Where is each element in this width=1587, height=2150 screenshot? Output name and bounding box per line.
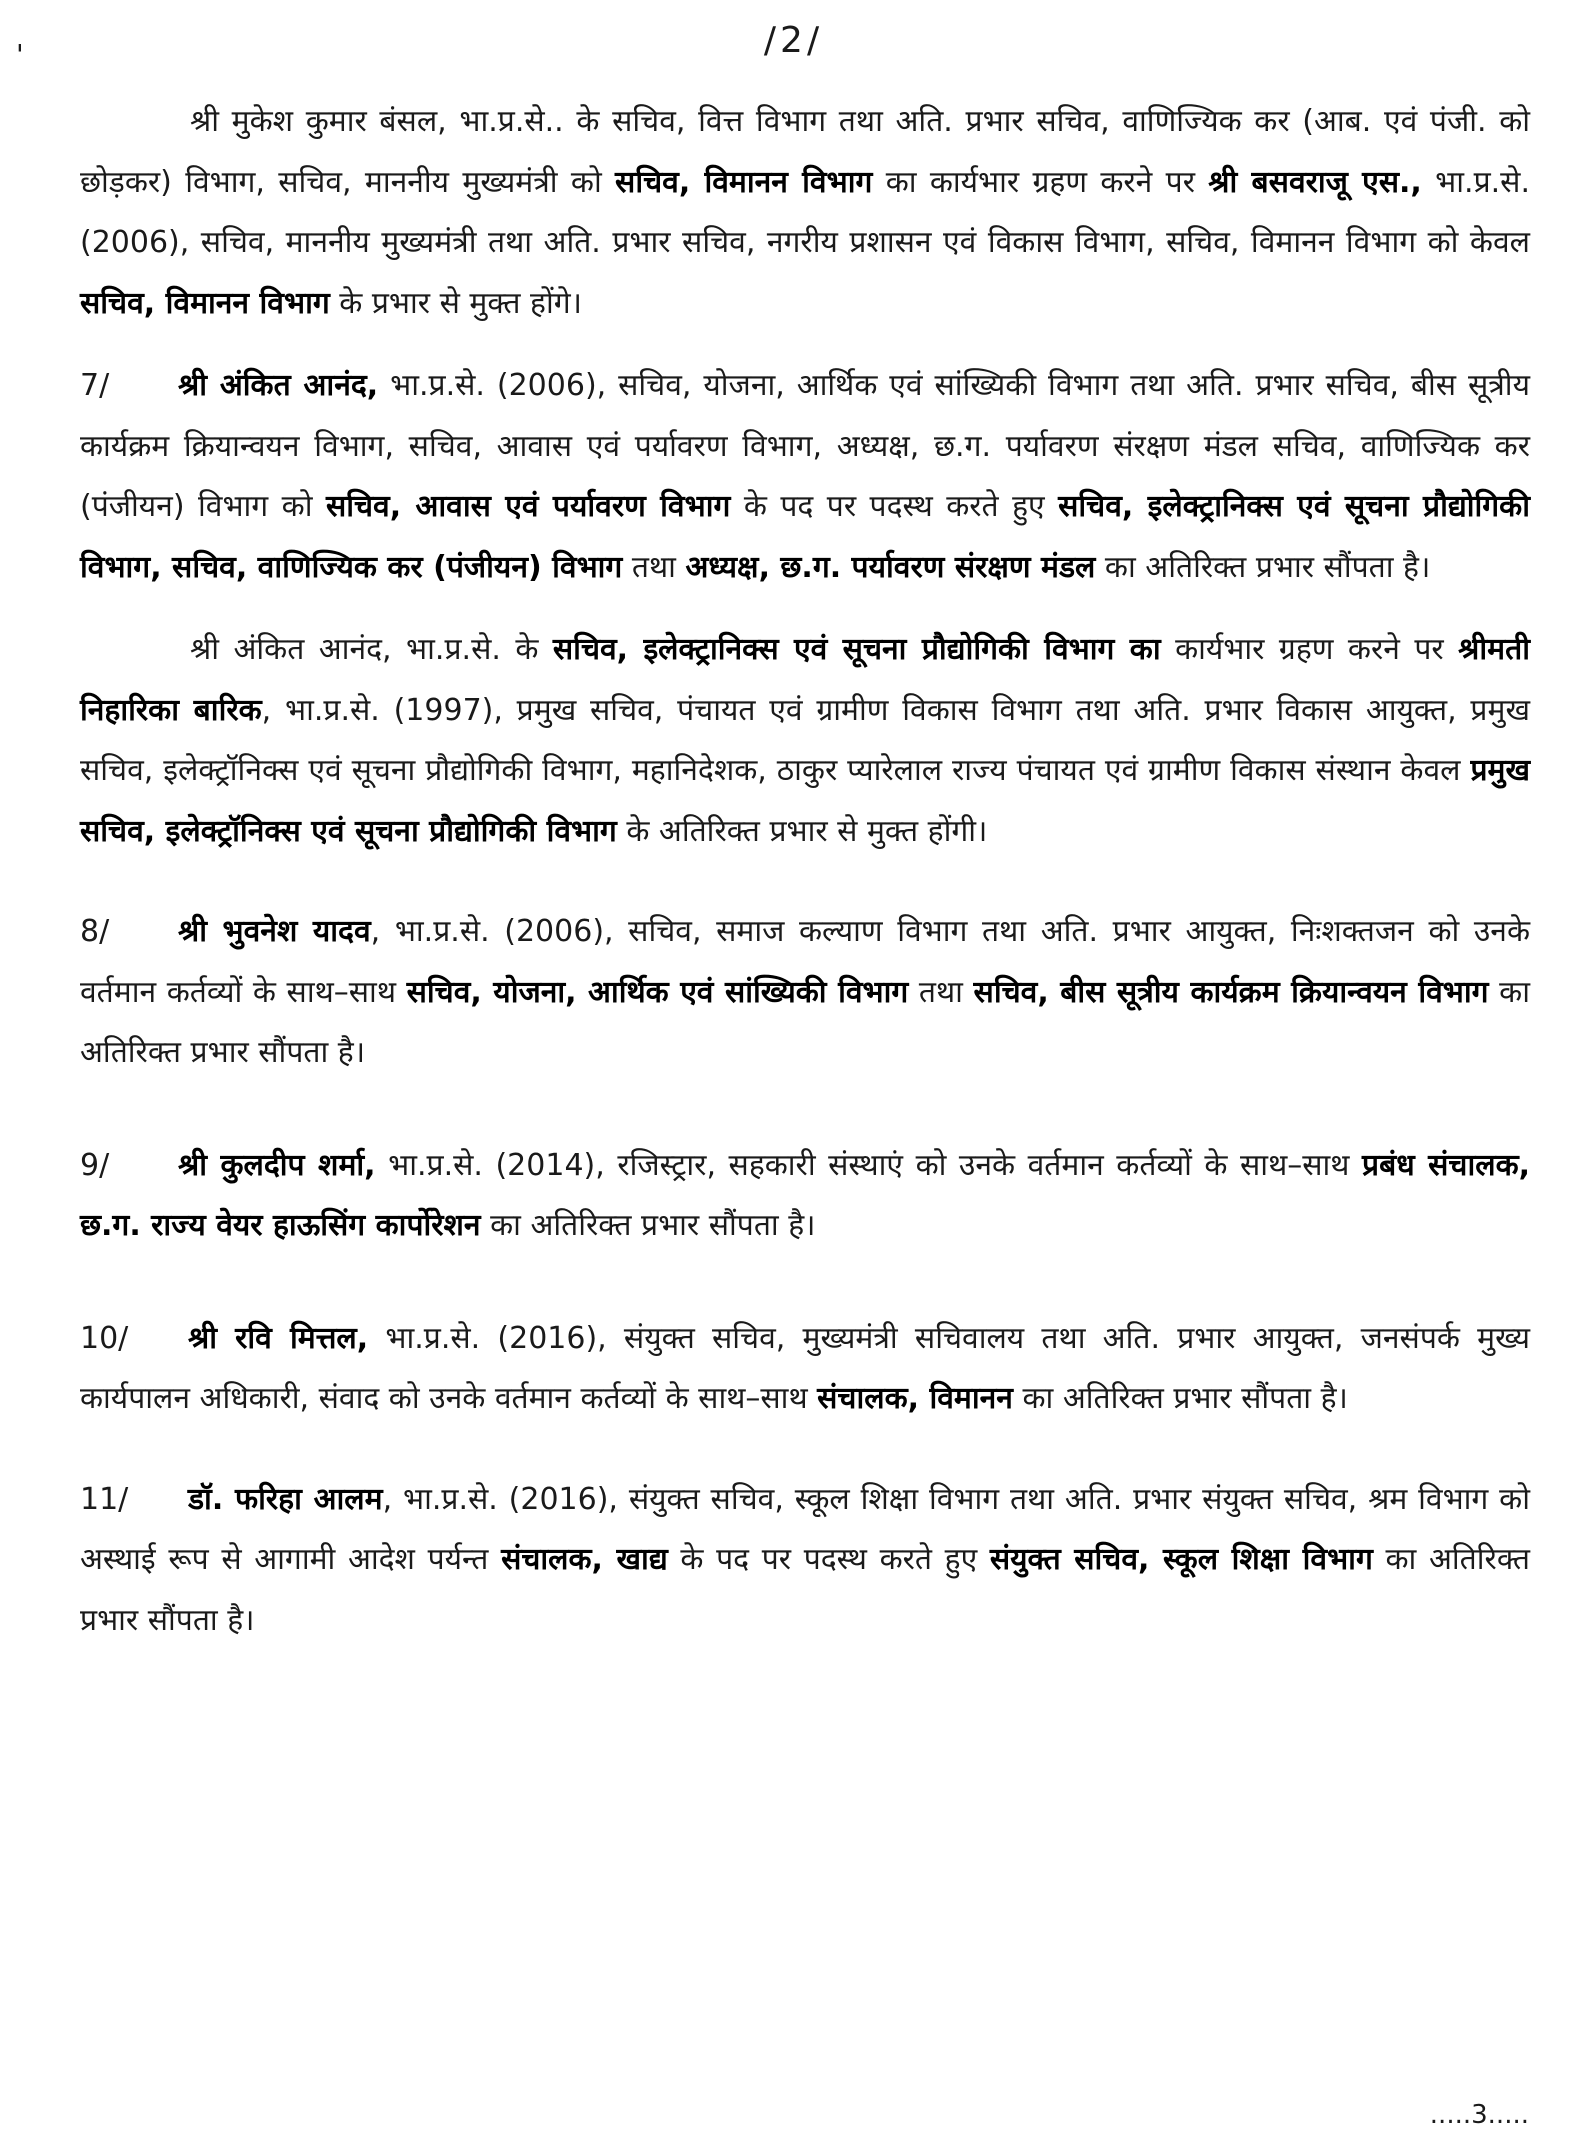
paragraph-6-cont: श्री मुकेश कुमार बंसल, भा.प्र.से.. के सचिव, वित्त विभाग तथा अति. प्रभार सचिव, वाणिज्यिक कर (आब. एवं पंजी. को छोड़कर) विभाग, सचिव, माननीय मुख्यमंत्री को सचिव, विमानन विभाग का कार्यभार ग्रहण करने पर श्री बसवराजू एस., भा.प्र.से. (2006), सचिव, माननीय मुख्यमंत्री तथा अति. प्रभार सचिव, नगरीय प्रशासन एवं विकास विभाग, सचिव, विमानन विभाग को केवल सचिव, विमानन विभाग के प्रभार से मुक्त होंगे। [80,104,1530,321]
paragraph-7: 7/ श्री अंकित आनंद, भा.प्र.से. (2006), सचिव, योजना, आर्थिक एवं सांख्यिकी विभाग तथा अति. प्रभार सचिव, बीस सूत्रीय कार्यक्रम क्रियान्वयन विभाग, सचिव, आवास एवं पर्यावरण विभाग, अध्यक्ष, छ.ग. पर्यावरण संरक्षण मंडल सचिव, वाणिज्यिक कर (पंजीयन) विभाग को सचिव, आवास एवं पर्यावरण विभाग के पद पर पदस्थ करते हुए सचिव, इलेक्ट्रानिक्स एवं सूचना प्रौद्योगिकी विभाग, सचिव, वाणिज्यिक कर (पंजीयन) विभाग तथा अध्यक्ष, छ.ग. पर्यावरण संरक्षण मंडल का अतिरिक्त प्रभार सौंपता है। [80,356,1530,598]
paragraph-number: 10/ [80,1320,129,1356]
document-body [80,92,1530,1651]
page-number: /2/ [763,20,824,61]
paragraph-8: 8/ श्री भुवनेश यादव, भा.प्र.से. (2006), सचिव, समाज कल्याण विभाग तथा अति. प्रभार आयुक्त, निःशक्तजन को उनके वर्तमान कर्तव्यों के साथ–साथ सचिव, योजना, आर्थिक एवं सांख्यिकी विभाग तथा सचिव, बीस सूत्रीय कार्यक्रम क्रियान्वयन विभाग का अतिरिक्त प्रभार सौंपता है। [80,902,1530,1084]
paragraph-10: 10/ श्री रवि मित्तल, भा.प्र.से. (2016), संयुक्त सचिव, मुख्यमंत्री सचिवालय तथा अति. प्रभार आयुक्त, जनसंपर्क मुख्य कार्यपालन अधिकारी, संवाद को उनके वर्तमान कर्तव्यों के साथ–साथ संचालक, विमानन का अतिरिक्त प्रभार सौंपता है। [80,1309,1530,1430]
scan-mark: ' [16,38,24,71]
continuation-marker: .....3..... [1429,2100,1529,2130]
paragraph-11: 11/ डॉ. फरिहा आलम, भा.प्र.से. (2016), संयुक्त सचिव, स्कूल शिक्षा विभाग तथा अति. प्रभार संयुक्त सचिव, श्रम विभाग को अस्थाई रूप से आगामी आदेश पर्यन्त संचालक, खाद्य के पद पर पदस्थ करते हुए संयुक्त सचिव, स्कूल शिक्षा विभाग का अतिरिक्त प्रभार सौंपता है। [80,1470,1530,1652]
paragraph-7-cont: श्री अंकित आनंद, भा.प्र.से. के सचिव, इलेक्ट्रानिक्स एवं सूचना प्रौद्योगिकी विभाग का कार्यभार ग्रहण करने पर श्रीमती निहारिका बारिक, भा.प्र.से. (1997), प्रमुख सचिव, पंचायत एवं ग्रामीण विकास विभाग तथा अति. प्रभार विकास आयुक्त, प्रमुख सचिव, इलेक्ट्रॉनिक्स एवं सूचना प्रौद्योगिकी विभाग, महानिदेशक, ठाकुर प्यारेलाल राज्य पंचायत एवं ग्रामीण विकास संस्थान केवल प्रमुख सचिव, इलेक्ट्रॉनिक्स एवं सूचना प्रौद्योगिकी विभाग के अतिरिक्त प्रभार से मुक्त होंगी। [80,632,1530,849]
paragraph-number: 8/ [80,914,110,949]
paragraph-9: 9/ श्री कुलदीप शर्मा, भा.प्र.से. (2014), रजिस्ट्रार, सहकारी संस्थाएं को उनके वर्तमान कर्तव्यों के साथ–साथ प्रबंध संचालक, छ.ग. राज्य वेयर हाऊसिंग कार्पोरेशन का अतिरिक्त प्रभार सौंपता है। [80,1136,1530,1257]
paragraph-number: 9/ [80,1147,110,1183]
paragraph-number: 11/ [80,1481,129,1517]
paragraph-number: 7/ [80,368,110,403]
